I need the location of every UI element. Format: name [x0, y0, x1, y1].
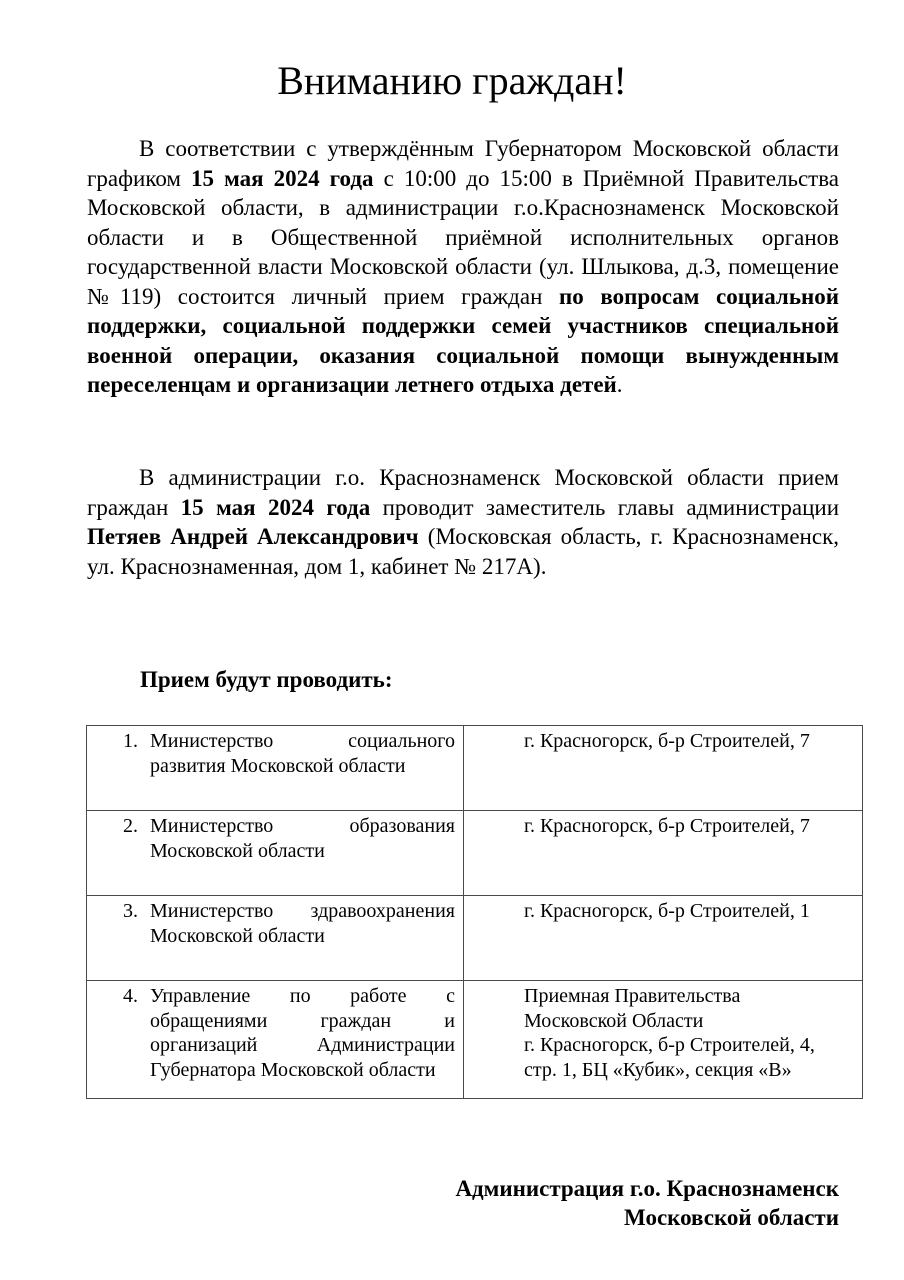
- address-line: г. Красногорск, б-р Строителей, 1: [524, 900, 810, 922]
- organization-cell: [87, 811, 464, 896]
- address-cell: [464, 896, 863, 981]
- organization-cell: [87, 896, 464, 981]
- organization-cell: [87, 726, 464, 811]
- organizations-table: [86, 725, 863, 1099]
- signature-line-2: Московской области: [624, 1204, 839, 1230]
- intro-date: 15 мая 2024 года: [191, 165, 374, 191]
- organization-name: Министерство образования Московской области: [150, 815, 455, 862]
- intro-text-1: В соответствии с утверждённым Губернатором Московской области графиком: [87, 136, 839, 191]
- address-cell: [464, 726, 863, 811]
- address-line: г. Красногорск, б-р Строителей, 7: [524, 730, 810, 752]
- row-number: 1.: [123, 730, 138, 752]
- admin-text-3: (Московская область, г. Краснознаменск, ул. Краснознаменная, дом 1, кабинет № 217А).: [87, 524, 839, 579]
- admin-official-name: Петяев Андрей Александрович: [87, 524, 419, 549]
- address-line: стр. 1, БЦ «Кубик», секция «В»: [524, 1058, 792, 1081]
- address-line: Приемная Правительства: [524, 985, 741, 1007]
- admin-text-2: проводит заместитель главы администрации: [370, 494, 840, 520]
- row-number: 2.: [123, 815, 138, 837]
- address-line: Московской Области: [524, 1009, 704, 1032]
- organization-name: Министерство социального развития Московской области: [150, 730, 455, 777]
- table-row: [87, 726, 863, 811]
- section-heading: Прием будут проводить:: [140, 667, 393, 692]
- address-line: г. Красногорск, б-р Строителей, 4,: [524, 1034, 815, 1056]
- address-line: г. Красногорск, б-р Строителей, 7: [524, 815, 810, 837]
- administration-paragraph: [87, 463, 839, 581]
- page-title: Вниманию граждан!: [277, 58, 627, 103]
- organization-cell: [87, 981, 464, 1099]
- organization-name: Управление по работе с обращениями граждан и организаций Администрации Губернатора Московской области: [150, 985, 455, 1081]
- signature-line-1: Администрация г.о. Краснознаменск: [455, 1176, 839, 1201]
- table-row: [87, 981, 863, 1099]
- intro-topics: по вопросам социальной поддержки, социальной поддержки семей участников специальной военной операции, оказания социальной помощи вынужденным переселенцам и организации летнего отдыха детей: [87, 283, 839, 397]
- admin-date: 15 мая 2024 года: [180, 494, 371, 520]
- admin-text-1: В администрации г.о. Краснознаменск Московской области прием граждан: [87, 465, 839, 520]
- intro-text-3: .: [616, 372, 623, 397]
- address-cell: [464, 811, 863, 896]
- row-number: 4.: [123, 985, 138, 1007]
- address-cell: [464, 981, 863, 1099]
- organization-name: Министерство здравоохранения Московской области: [150, 900, 455, 947]
- intro-text-2: с 10:00 до 15:00 в Приёмной Правительства Московской области, в администрации г.о.Краснознаменск Московской области и в Общественной приёмной исполнительных органов государственной власти Московской области (ул. Шлыкова, д.3, помещение №119) состоится личный прием граждан: [87, 165, 840, 309]
- row-number: 3.: [123, 900, 138, 922]
- table-row: [87, 896, 863, 981]
- table-row: [87, 811, 863, 896]
- intro-paragraph: [87, 134, 839, 400]
- signature-block: [455, 1175, 839, 1232]
